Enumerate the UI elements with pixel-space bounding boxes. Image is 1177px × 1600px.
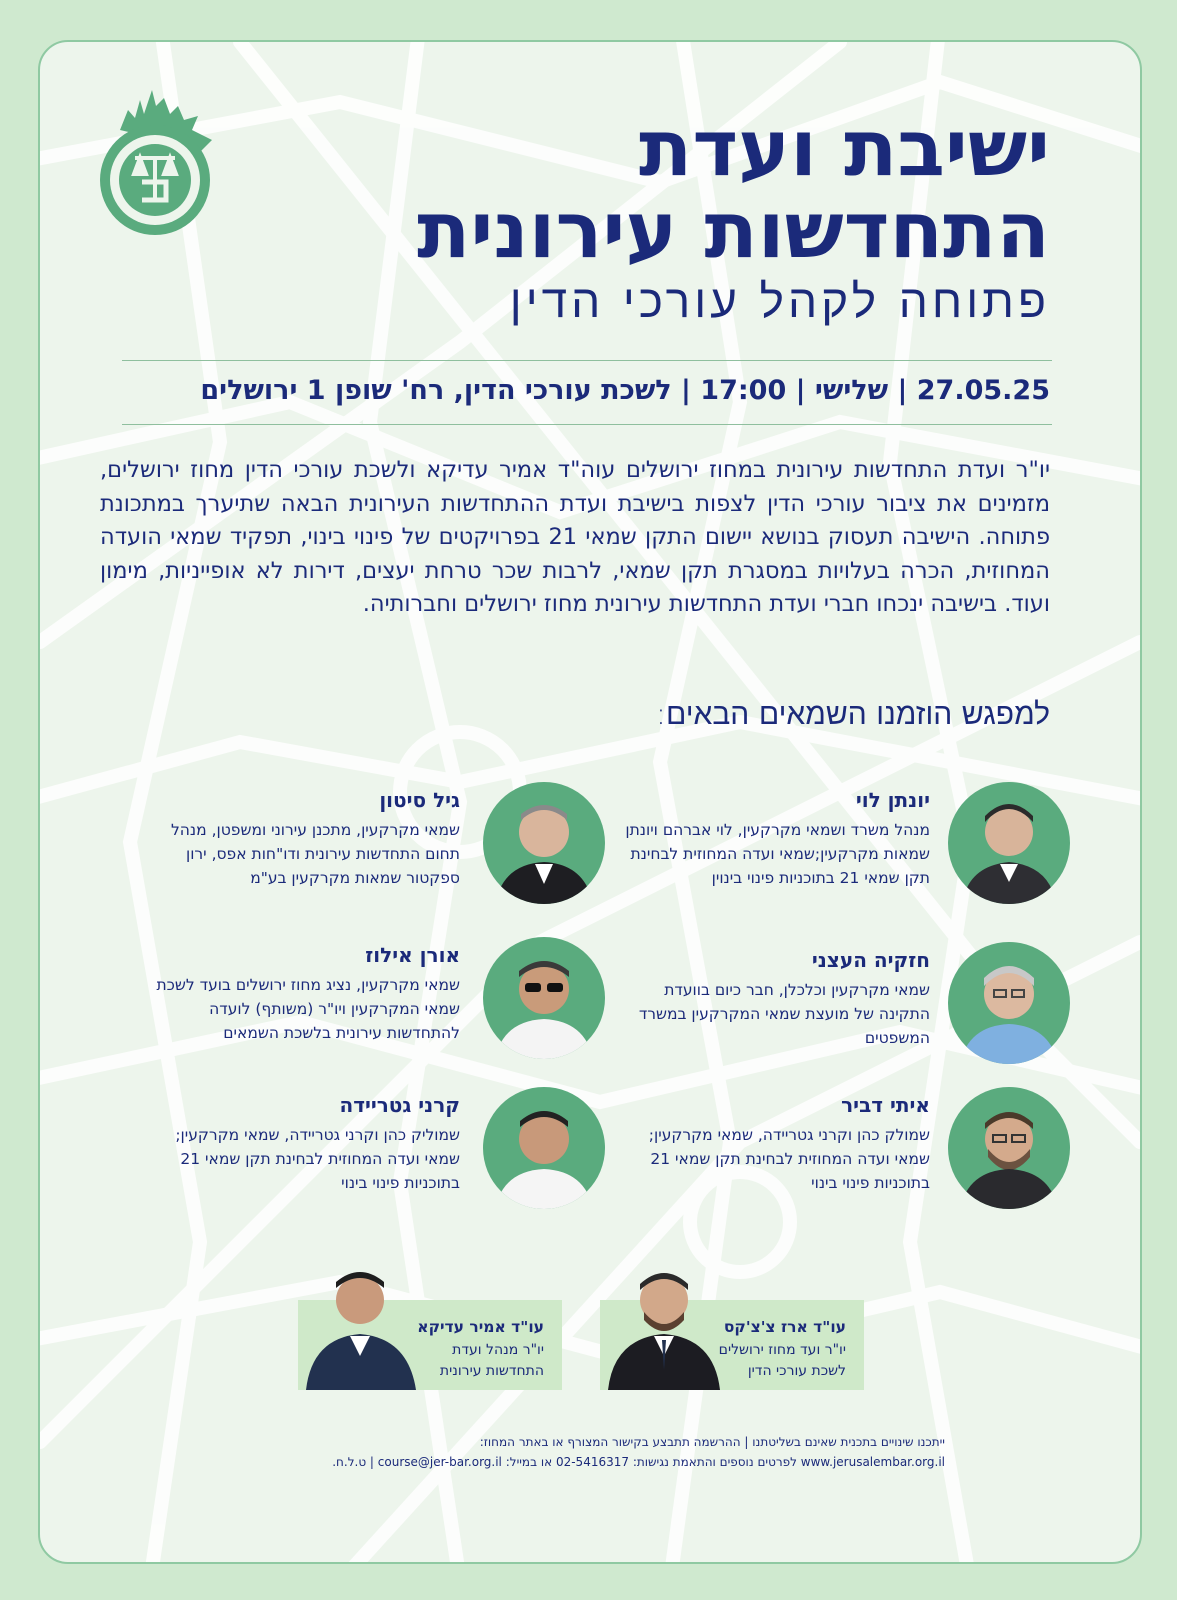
chair-name: עו"ד ארז צ'צ'קס: [723, 1318, 846, 1336]
speaker-photo: [483, 937, 605, 1059]
speaker-name: איתי דביר: [841, 1093, 930, 1117]
chair-name: עו"ד אמיר עדיקא: [417, 1318, 544, 1336]
speaker-role: שמאי מקרקעין וכלכלן, חבר כיום בוועדת התקינה של מועצת שמאי המקרקעין במשרד המשפטים: [638, 981, 930, 1047]
speaker-role: שמוליק כהן וקרני גטריידה, שמאי מקרקעין; שמאי ועדה המחוזית לבחינת תקן שמאי 21 בתוכניות פינוי בינוי: [175, 1126, 460, 1192]
chair-role: יו"ר מנהל ועדת התחדשות עירונית: [439, 1342, 544, 1379]
speaker-card: [175, 1087, 1140, 1217]
invite-heading: למפגש הוזמנו השמאים הבאים:: [655, 697, 1050, 732]
speaker-card: [171, 782, 1140, 912]
chair-card: [600, 1300, 864, 1390]
title-line-1: ישיבת ועדת: [639, 104, 1050, 194]
title-line-2: התחדשות עירונית: [417, 186, 1050, 276]
speaker-role: מנהל משרד ושמאי מקרקעין, לוי אברהם ויונתן שמאות מקרקעין;שמאי ועדה המחוזית לבחינת תקן שמאי 21 בתוכניות פינוי בינוין: [625, 821, 930, 887]
chair-role: יו"ר ועד מחוז ירושלים לשכת עורכי הדין: [718, 1342, 846, 1379]
divider-top: [122, 360, 1052, 361]
bar-association-logo: [80, 70, 230, 250]
chair-photo: [600, 1260, 720, 1390]
footer: [225, 1432, 945, 1472]
speaker-role: שמאי מקרקעין, מתכנן עירוני ומשפטן, מנהל תחום התחדשות עירונית ודו"חות אפס, ירון ספקטור שמאות מקרקעין בע"מ: [171, 821, 460, 887]
subtitle: פתוחה לקהל עורכי הדין: [509, 274, 1050, 328]
flyer-card: [38, 40, 1142, 1564]
divider-bottom: [122, 424, 1052, 425]
speaker-name: חזקיה העצני: [811, 948, 930, 972]
chair-card: [298, 1300, 562, 1390]
intro-paragraph: יו"ר ועדת התחדשות עירונית במחוז ירושלים עוה"ד אמיר עדיקא ולשכת עורכי הדין מחוז ירושלים, מזמינים את ציבור עורכי הדין לצפות בישיבת ועדת ההתחדשות העירונית הבאה שתיערך במתכונת פתוחה. הישיבה תעסוק בנושא יישום התקן שמאי 21 בפרויקטים של פינוי בינוי, תפקיד שמאי הועדה המחוזית, הכרה בעלויות במסגרת תקן שמאי, לרבות שכר טרחת יעצים, דירות לא אופייניות, מימון ועוד. בישיבה ינכחו חברי ועדת התחדשות עירונית מחוז ירושלים וחברותיה.: [100, 457, 1051, 617]
speaker-name: גיל סיטון: [379, 788, 460, 812]
speaker-name: אורן אילוז: [365, 943, 460, 967]
event-details: 27.05.25 | שלישי | 17:00 | לשכת עורכי הדין, רח' שופן 1 ירושלים: [200, 375, 1050, 406]
speaker-card: [156, 937, 1140, 1067]
speaker-role: שמולק כהן וקרני גטריידה, שמאי מקרקעין; שמאי ועדה המחוזית לבחינת תקן שמאי 21 בתוכניות פינוי בינוי: [648, 1126, 930, 1192]
footer-contact: www.jerusalembar.org.il לפרטים נוספים והתאמת נגישות: 02-5416317 או במייל: course@jer-bar.org.il | ט.ל.ח.: [332, 1455, 945, 1469]
footer-disclaimer: ייתכנו שינויים בתכנית שאינם בשליטתנו | ההרשמה תתבצע בקישור המצורף או באתר המחוז:: [479, 1435, 945, 1449]
speaker-photo: [483, 1087, 605, 1209]
speaker-name: קרני גטריידה: [339, 1093, 460, 1117]
speaker-name: יונתן לוי: [855, 788, 930, 812]
speaker-role: שמאי מקרקעין, נציג מחוז ירושלים בועד לשכת שמאי המקרקעין ויו"ר (משותף) לועדה להתחדשות עירונית בלשכת השמאים: [156, 976, 460, 1042]
speaker-photo: [483, 782, 605, 904]
